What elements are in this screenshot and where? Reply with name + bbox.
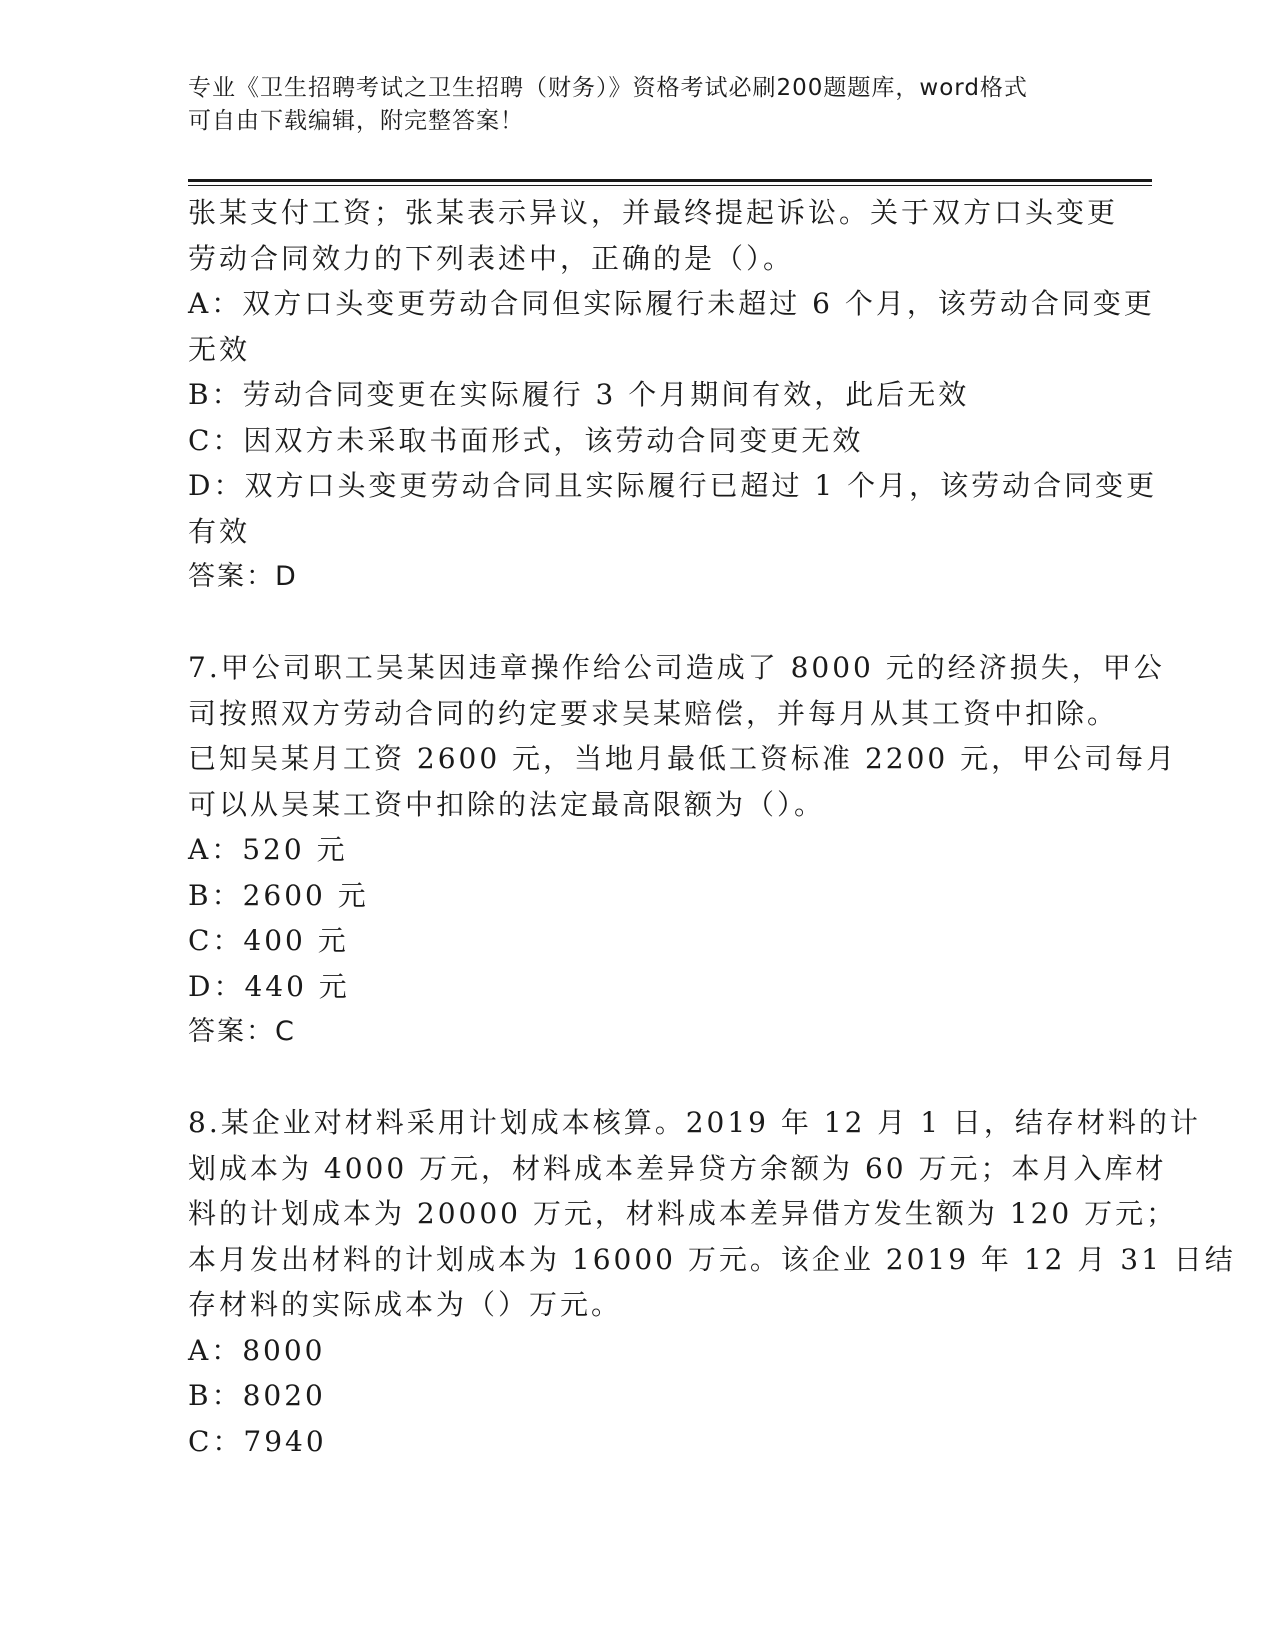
- question-8-option-c: C：7940: [188, 1424, 327, 1458]
- header-title-line-1: 专业《卫生招聘考试之卫生招聘（财务）》资格考试必刷200题题库，word格式: [188, 75, 1028, 101]
- question-6-option-d: D：双方口头变更劳动合同且实际履行已超过 1 个月，该劳动合同变更: [188, 469, 1158, 502]
- question-8-option-a: A：8000: [188, 1333, 326, 1367]
- question-7-stem-line-4: 可以从吴某工资中扣除的法定最高限额为（）。: [188, 787, 826, 821]
- question-8-stem-line-4: 本月发出材料的计划成本为 16000 万元。该企业 2019 年 12 月 31 日结: [188, 1242, 1236, 1276]
- question-8-option-b: B：8020: [188, 1379, 326, 1412]
- question-7-answer: 答案：C: [188, 1016, 296, 1047]
- spacer: [188, 1055, 1088, 1101]
- question-8-stem-line-2: 划成本为 4000 万元，材料成本差异贷方余额为 60 万元；本月入库材: [188, 1151, 1167, 1185]
- question-8-stem-line-1: 8.某企业对材料采用计划成本核算。2019 年 12 月 1 日，结存材料的计: [188, 1106, 1201, 1139]
- question-7-option-a: A：520 元: [188, 833, 348, 866]
- question-6-option-c: C：因双方未采取书面形式，该劳动合同变更无效: [188, 423, 864, 457]
- question-8-stem-line-5: 存材料的实际成本为（）万元。: [188, 1288, 623, 1321]
- question-7-stem-line-2: 司按照双方劳动合同的约定要求吴某赔偿，并每月从其工资中扣除。: [188, 696, 1119, 730]
- question-8-stem-line-3: 料的计划成本为 20000 万元，材料成本差异借方发生额为 120 万元；: [188, 1197, 1178, 1230]
- question-7-option-d: D：440 元: [188, 969, 350, 1003]
- header-title-line-2: 可自由下载编辑，附完整答案！: [188, 108, 524, 134]
- question-6-option-a-cont: 无效: [188, 332, 251, 366]
- question-6-stem-line-2: 劳动合同效力的下列表述中，正确的是（）。: [188, 241, 795, 275]
- question-7-stem-line-3: 已知吴某月工资 2600 元，当地月最低工资标准 2200 元，甲公司每月: [188, 742, 1178, 775]
- question-6-answer: 答案：D: [188, 561, 298, 592]
- question-7-option-b: B：2600 元: [188, 878, 369, 912]
- header-divider-thin: [188, 185, 1152, 186]
- document-header: [188, 72, 1068, 138]
- question-8: [188, 1100, 1236, 1464]
- question-6-option-b: B：劳动合同变更在实际履行 3 个月期间有效，此后无效: [188, 378, 970, 411]
- spacer: [188, 600, 1088, 646]
- question-6-option-a: A：双方口头变更劳动合同但实际履行未超过 6 个月，该劳动合同变更: [188, 287, 1155, 320]
- question-6-option-d-cont: 有效: [188, 514, 251, 548]
- question-6: [188, 190, 1158, 600]
- question-7-option-c: C：400 元: [188, 924, 349, 957]
- question-content: [188, 190, 1236, 1464]
- question-7-stem-line-1: 7.甲公司职工吴某因违章操作给公司造成了 8000 元的经济损失，甲公: [188, 651, 1165, 684]
- question-6-stem-line-1: 张某支付工资；张某表示异议，并最终提起诉讼。关于双方口头变更: [188, 196, 1119, 229]
- header-divider-thick: [188, 179, 1152, 182]
- question-7: [188, 645, 1178, 1055]
